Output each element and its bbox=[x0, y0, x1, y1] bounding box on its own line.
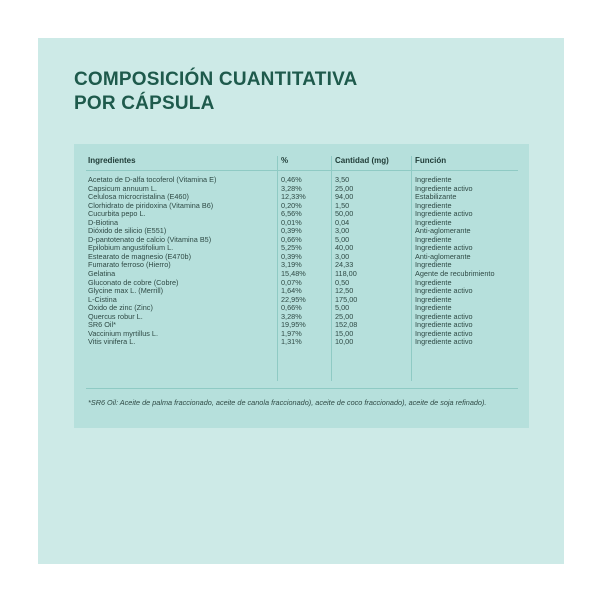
cell-percent: 6,56% bbox=[281, 210, 302, 219]
table-body bbox=[74, 176, 529, 347]
cell-function: Ingrediente activo bbox=[415, 338, 473, 347]
table-row bbox=[74, 330, 529, 339]
cell-percent: 12,33% bbox=[281, 193, 306, 202]
header-function: Función bbox=[415, 156, 447, 165]
cell-percent: 5,25% bbox=[281, 244, 302, 253]
cell-function: Ingrediente activo bbox=[415, 210, 473, 219]
cell-percent: 0,20% bbox=[281, 201, 302, 210]
cell-function: Ingrediente activo bbox=[415, 329, 473, 338]
cell-ingredient: Vitis vinifera L. bbox=[88, 338, 136, 347]
cell-function: Ingrediente activo bbox=[415, 184, 473, 193]
footnote: *SR6 Oil: Aceite de palma fraccionado, aceite de canola fraccionado), aceite de coco fraccionado), aceite de soja refinado). bbox=[88, 398, 487, 407]
cell-function: Ingrediente bbox=[415, 295, 452, 304]
cell-ingredient: Epilobium angustifolium L. bbox=[88, 244, 174, 253]
page-title bbox=[74, 68, 534, 116]
cell-percent: 3,19% bbox=[281, 261, 302, 270]
cell-percent: 0,66% bbox=[281, 304, 302, 313]
header-amount: Cantidad (mg) bbox=[335, 156, 389, 165]
table-row bbox=[74, 304, 529, 313]
cell-ingredient: Capsicum annuum L. bbox=[88, 184, 157, 193]
cell-amount: 175,00 bbox=[335, 295, 358, 304]
cell-percent: 0,07% bbox=[281, 278, 302, 287]
cell-function: Ingrediente bbox=[415, 176, 452, 184]
cell-ingredient: Gelatina bbox=[88, 270, 116, 279]
cell-function: Anti-aglomerante bbox=[415, 252, 471, 261]
cell-function: Ingrediente activo bbox=[415, 321, 473, 330]
cell-amount: 0,04 bbox=[335, 218, 350, 227]
cell-amount: 3,00 bbox=[335, 227, 350, 236]
cell-amount: 12,50 bbox=[335, 287, 354, 296]
table-row bbox=[74, 261, 529, 270]
table-row bbox=[74, 287, 529, 296]
cell-amount: 94,00 bbox=[335, 193, 354, 202]
cell-amount: 5,00 bbox=[335, 235, 350, 244]
cell-percent: 3,28% bbox=[281, 184, 302, 193]
header-percent: % bbox=[281, 156, 289, 165]
composition-table bbox=[74, 144, 529, 428]
table-row bbox=[74, 236, 529, 245]
cell-function: Ingrediente bbox=[415, 261, 452, 270]
cell-amount: 25,00 bbox=[335, 184, 354, 193]
cell-ingredient: Acetato de D-alfa tocoferol (Vitamina E) bbox=[88, 176, 217, 184]
cell-amount: 0,50 bbox=[335, 278, 350, 287]
table-row bbox=[74, 185, 529, 194]
table-header bbox=[74, 156, 529, 170]
table-row bbox=[74, 270, 529, 279]
cell-percent: 22,95% bbox=[281, 295, 306, 304]
header-ingredients: Ingredientes bbox=[88, 156, 136, 165]
cell-function: Ingrediente bbox=[415, 278, 452, 287]
cell-amount: 15,00 bbox=[335, 329, 354, 338]
cell-function: Ingrediente bbox=[415, 218, 452, 227]
cell-function: Ingrediente activo bbox=[415, 287, 473, 296]
cell-ingredient: Dióxido de silicio (E551) bbox=[88, 227, 167, 236]
title-line-1: COMPOSICIÓN CUANTITATIVA bbox=[74, 69, 358, 90]
cell-function: Estabilizante bbox=[415, 193, 457, 202]
cell-percent: 1,64% bbox=[281, 287, 302, 296]
cell-ingredient: Celulosa microcristalina (E460) bbox=[88, 193, 189, 202]
table-row bbox=[74, 210, 529, 219]
title-line-2: POR CÁPSULA bbox=[74, 93, 215, 114]
cell-percent: 3,28% bbox=[281, 312, 302, 321]
cell-ingredient: SR6 Oil* bbox=[88, 321, 116, 330]
cell-percent: 1,31% bbox=[281, 338, 302, 347]
cell-ingredient: Cucurbita pepo L. bbox=[88, 210, 146, 219]
cell-ingredient: Glycine max L. (Merrill) bbox=[88, 287, 164, 296]
header-divider bbox=[86, 170, 518, 171]
cell-function: Ingrediente bbox=[415, 304, 452, 313]
cell-ingredient: Gluconato de cobre (Cobre) bbox=[88, 278, 179, 287]
table-row bbox=[74, 253, 529, 262]
cell-percent: 15,48% bbox=[281, 270, 306, 279]
cell-ingredient: Fumarato ferroso (Hierro) bbox=[88, 261, 171, 270]
table-row bbox=[74, 321, 529, 330]
cell-function: Ingrediente activo bbox=[415, 312, 473, 321]
cell-amount: 3,50 bbox=[335, 176, 350, 184]
cell-function: Ingrediente bbox=[415, 235, 452, 244]
cell-ingredient: D-pantotenato de calcio (Vitamina B5) bbox=[88, 235, 212, 244]
cell-percent: 0,01% bbox=[281, 218, 302, 227]
cell-amount: 3,00 bbox=[335, 252, 350, 261]
cell-amount: 1,50 bbox=[335, 201, 350, 210]
cell-amount: 118,00 bbox=[335, 270, 357, 279]
footnote-divider bbox=[86, 388, 518, 389]
table-row bbox=[74, 219, 529, 228]
cell-amount: 5,00 bbox=[335, 304, 350, 313]
cell-percent: 0,39% bbox=[281, 252, 302, 261]
cell-percent: 19,95% bbox=[281, 321, 306, 330]
cell-amount: 24,33 bbox=[335, 261, 354, 270]
cell-amount: 152,08 bbox=[335, 321, 358, 330]
table-row bbox=[74, 176, 529, 185]
cell-ingredient: L-Cistina bbox=[88, 295, 117, 304]
cell-amount: 10,00 bbox=[335, 338, 354, 347]
cell-ingredient: Clorhidrato de piridoxina (Vitamina B6) bbox=[88, 201, 214, 210]
cell-ingredient: Quercus robur L. bbox=[88, 312, 143, 321]
cell-percent: 0,46% bbox=[281, 176, 302, 184]
cell-amount: 25,00 bbox=[335, 312, 354, 321]
composition-card bbox=[38, 38, 564, 564]
cell-percent: 0,39% bbox=[281, 227, 302, 236]
cell-function: Anti-aglomerante bbox=[415, 227, 471, 236]
table-row bbox=[74, 296, 529, 305]
cell-function: Ingrediente bbox=[415, 201, 452, 210]
cell-ingredient: D-Biotina bbox=[88, 218, 119, 227]
table-row bbox=[74, 338, 529, 347]
cell-ingredient: Vaccinium myrtillus L. bbox=[88, 329, 159, 338]
cell-ingredient: Óxido de zinc (Zinc) bbox=[88, 304, 153, 313]
table-row bbox=[74, 193, 529, 202]
table-row bbox=[74, 313, 529, 322]
table-row bbox=[74, 227, 529, 236]
cell-amount: 50,00 bbox=[335, 210, 354, 219]
table-row bbox=[74, 279, 529, 288]
cell-ingredient: Estearato de magnesio (E470b) bbox=[88, 252, 192, 261]
table-row bbox=[74, 244, 529, 253]
cell-function: Agente de recubrimiento bbox=[415, 270, 495, 279]
cell-function: Ingrediente activo bbox=[415, 244, 473, 253]
table-row bbox=[74, 202, 529, 211]
cell-percent: 1,97% bbox=[281, 329, 302, 338]
cell-amount: 40,00 bbox=[335, 244, 354, 253]
cell-percent: 0,66% bbox=[281, 235, 302, 244]
